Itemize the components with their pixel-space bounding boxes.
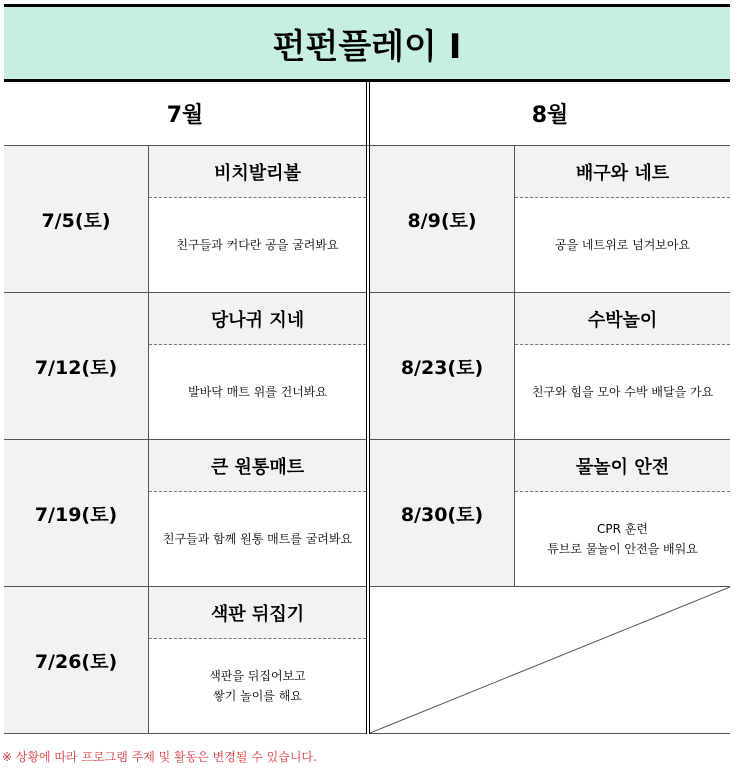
activity-cell [515,293,730,439]
activity-description [515,345,730,439]
month-header-row [4,82,730,146]
description-line: 색판을 뒤집어보고 [209,669,306,683]
activity-name: 큰 원통매트 [149,440,366,492]
schedule-row [4,440,366,587]
description-line: 친구와 힘을 모아 수박 배달을 가요 [531,385,714,399]
diagonal-line [370,587,730,734]
date-cell: 7/19(토) [4,440,149,586]
activity-description [515,492,730,586]
schedule-table [4,4,730,734]
activity-cell [515,440,730,586]
activity-cell [149,146,366,292]
activity-cell [515,146,730,292]
date-cell: 7/12(토) [4,293,149,439]
activity-name: 색판 뒤집기 [149,587,366,639]
august-column [370,146,730,734]
activity-name: 배구와 네트 [515,146,730,198]
date-cell: 7/26(토) [4,587,149,733]
activity-name: 당나귀 지네 [149,293,366,345]
activity-cell [149,587,366,733]
activity-cell [149,440,366,586]
schedule-row [4,146,366,293]
schedule-row [370,293,730,440]
description-line: CPR 훈련 [597,522,648,536]
date-cell: 7/5(토) [4,146,149,292]
month-august: 8월 [531,103,569,128]
description-line: 발바닥 매트 위를 건너봐요 [188,385,327,399]
activity-name: 수박놀이 [515,293,730,345]
activity-description [149,198,366,292]
activity-description [515,198,730,292]
description-line: 친구들과 함께 원통 매트를 굴려봐요 [162,532,353,546]
schedule-row [4,587,366,734]
date-cell: 8/23(토) [370,293,515,439]
activity-description [149,639,366,733]
description-line: 공을 네트위로 넘겨보아요 [554,238,691,252]
schedule-row [370,146,730,293]
activity-description [149,492,366,586]
month-july: 7월 [166,103,204,128]
date-cell: 8/30(토) [370,440,515,586]
description-line: 친구들과 커다란 공을 굴려봐요 [176,238,339,252]
date-cell: 8/9(토) [370,146,515,292]
activity-description [149,345,366,439]
description-line: 튜브로 물놀이 안전을 배워요 [547,542,698,556]
activity-name: 물놀이 안전 [515,440,730,492]
schedule-row [4,293,366,440]
activity-name: 비치발리볼 [149,146,366,198]
activity-cell [149,293,366,439]
description-line: 쌓기 놀이를 해요 [213,689,302,703]
empty-slot [370,587,730,734]
july-column [4,146,366,734]
schedule-row [370,440,730,587]
schedule-grid [4,146,730,734]
disclaimer-note: ※ 상황에 따라 프로그램 주제 및 활동은 변경될 수 있습니다. [2,750,317,764]
page-title: 펀펀플레이 I [4,4,730,82]
